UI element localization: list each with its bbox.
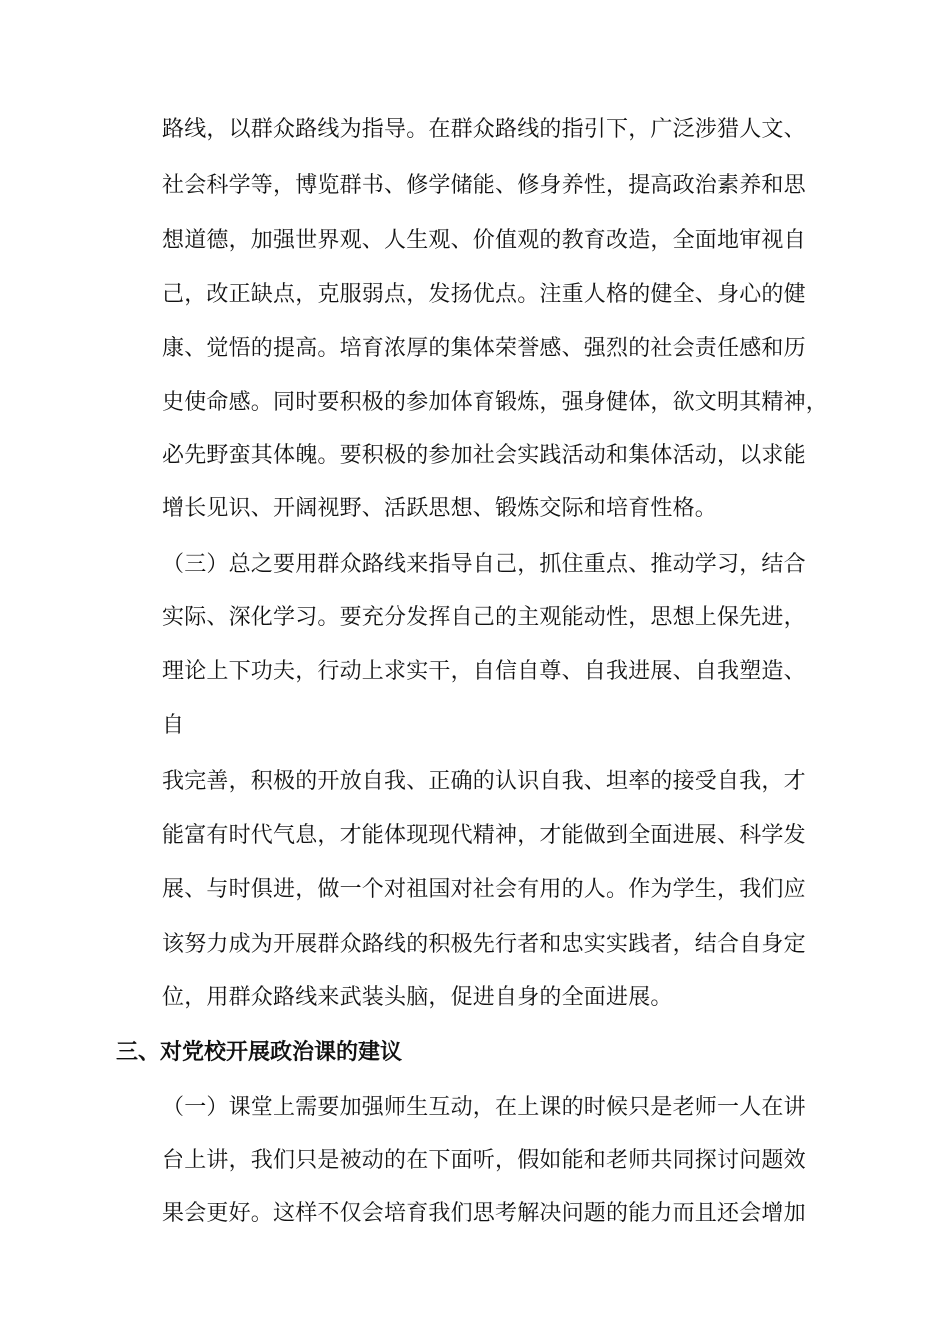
section-heading: 三、对党校开展政治课的建议: [116, 1040, 403, 1065]
paragraph-line: 自: [162, 713, 185, 738]
paragraph-line: 能富有时代气息，才能体现现代精神，才能做到全面进展、科学发: [162, 823, 806, 848]
paragraph-line: 必先野蛮其体魄。要积极的参加社会实践活动和集体活动，以求能: [162, 443, 806, 468]
paragraph-line: 我完善，积极的开放自我、正确的认识自我、坦率的接受自我，才: [162, 769, 806, 794]
paragraph-line: 该努力成为开展群众路线的积极先行者和忠实实践者，结合自身定: [162, 932, 806, 957]
paragraph-line: 实际、深化学习。要充分发挥自己的主观能动性，思想上保先进，: [162, 605, 806, 630]
paragraph-line: 位，用群众路线来武装头脑，促进自身的全面进展。: [162, 985, 673, 1010]
paragraph-line: 康、觉悟的提高。培育浓厚的集体荣誉感、强烈的社会责任感和历: [162, 336, 806, 361]
paragraph-line: 果会更好。这样不仅会培育我们思考解决问题的能力而且还会增加: [162, 1201, 806, 1226]
paragraph-line: 展、与时俱进，做一个对祖国对社会有用的人。作为学生，我们应: [162, 877, 806, 902]
paragraph-line: 史使命感。同时要积极的参加体育锻炼，强身健体，欲文明其精神，: [162, 390, 829, 415]
paragraph-line: 台上讲，我们只是被动的在下面听，假如能和老师共同探讨问题效: [162, 1148, 806, 1173]
paragraph-line: 路线，以群众路线为指导。在群众路线的指引下，广泛涉猎人文、: [162, 117, 806, 142]
paragraph-line: 想道德，加强世界观、人生观、价值观的教育改造，全面地审视自: [162, 228, 806, 253]
paragraph-line: 己，改正缺点，克服弱点，发扬优点。注重人格的健全、身心的健: [162, 282, 806, 307]
paragraph-line: 理论上下功夫，行动上求实干，自信自尊、自我进展、自我塑造、: [162, 659, 806, 684]
paragraph-line: 增长见识、开阔视野、活跃思想、锻炼交际和培育性格。: [162, 496, 718, 521]
paragraph-line: （三）总之要用群众路线来指导自己，抓住重点、推动学习，结合: [162, 552, 806, 577]
paragraph-line: （一）课堂上需要加强师生互动，在上课的时候只是老师一人在讲: [162, 1095, 806, 1120]
paragraph-line: 社会科学等，博览群书、修学储能、修身养性，提高政治素养和思: [162, 173, 806, 198]
